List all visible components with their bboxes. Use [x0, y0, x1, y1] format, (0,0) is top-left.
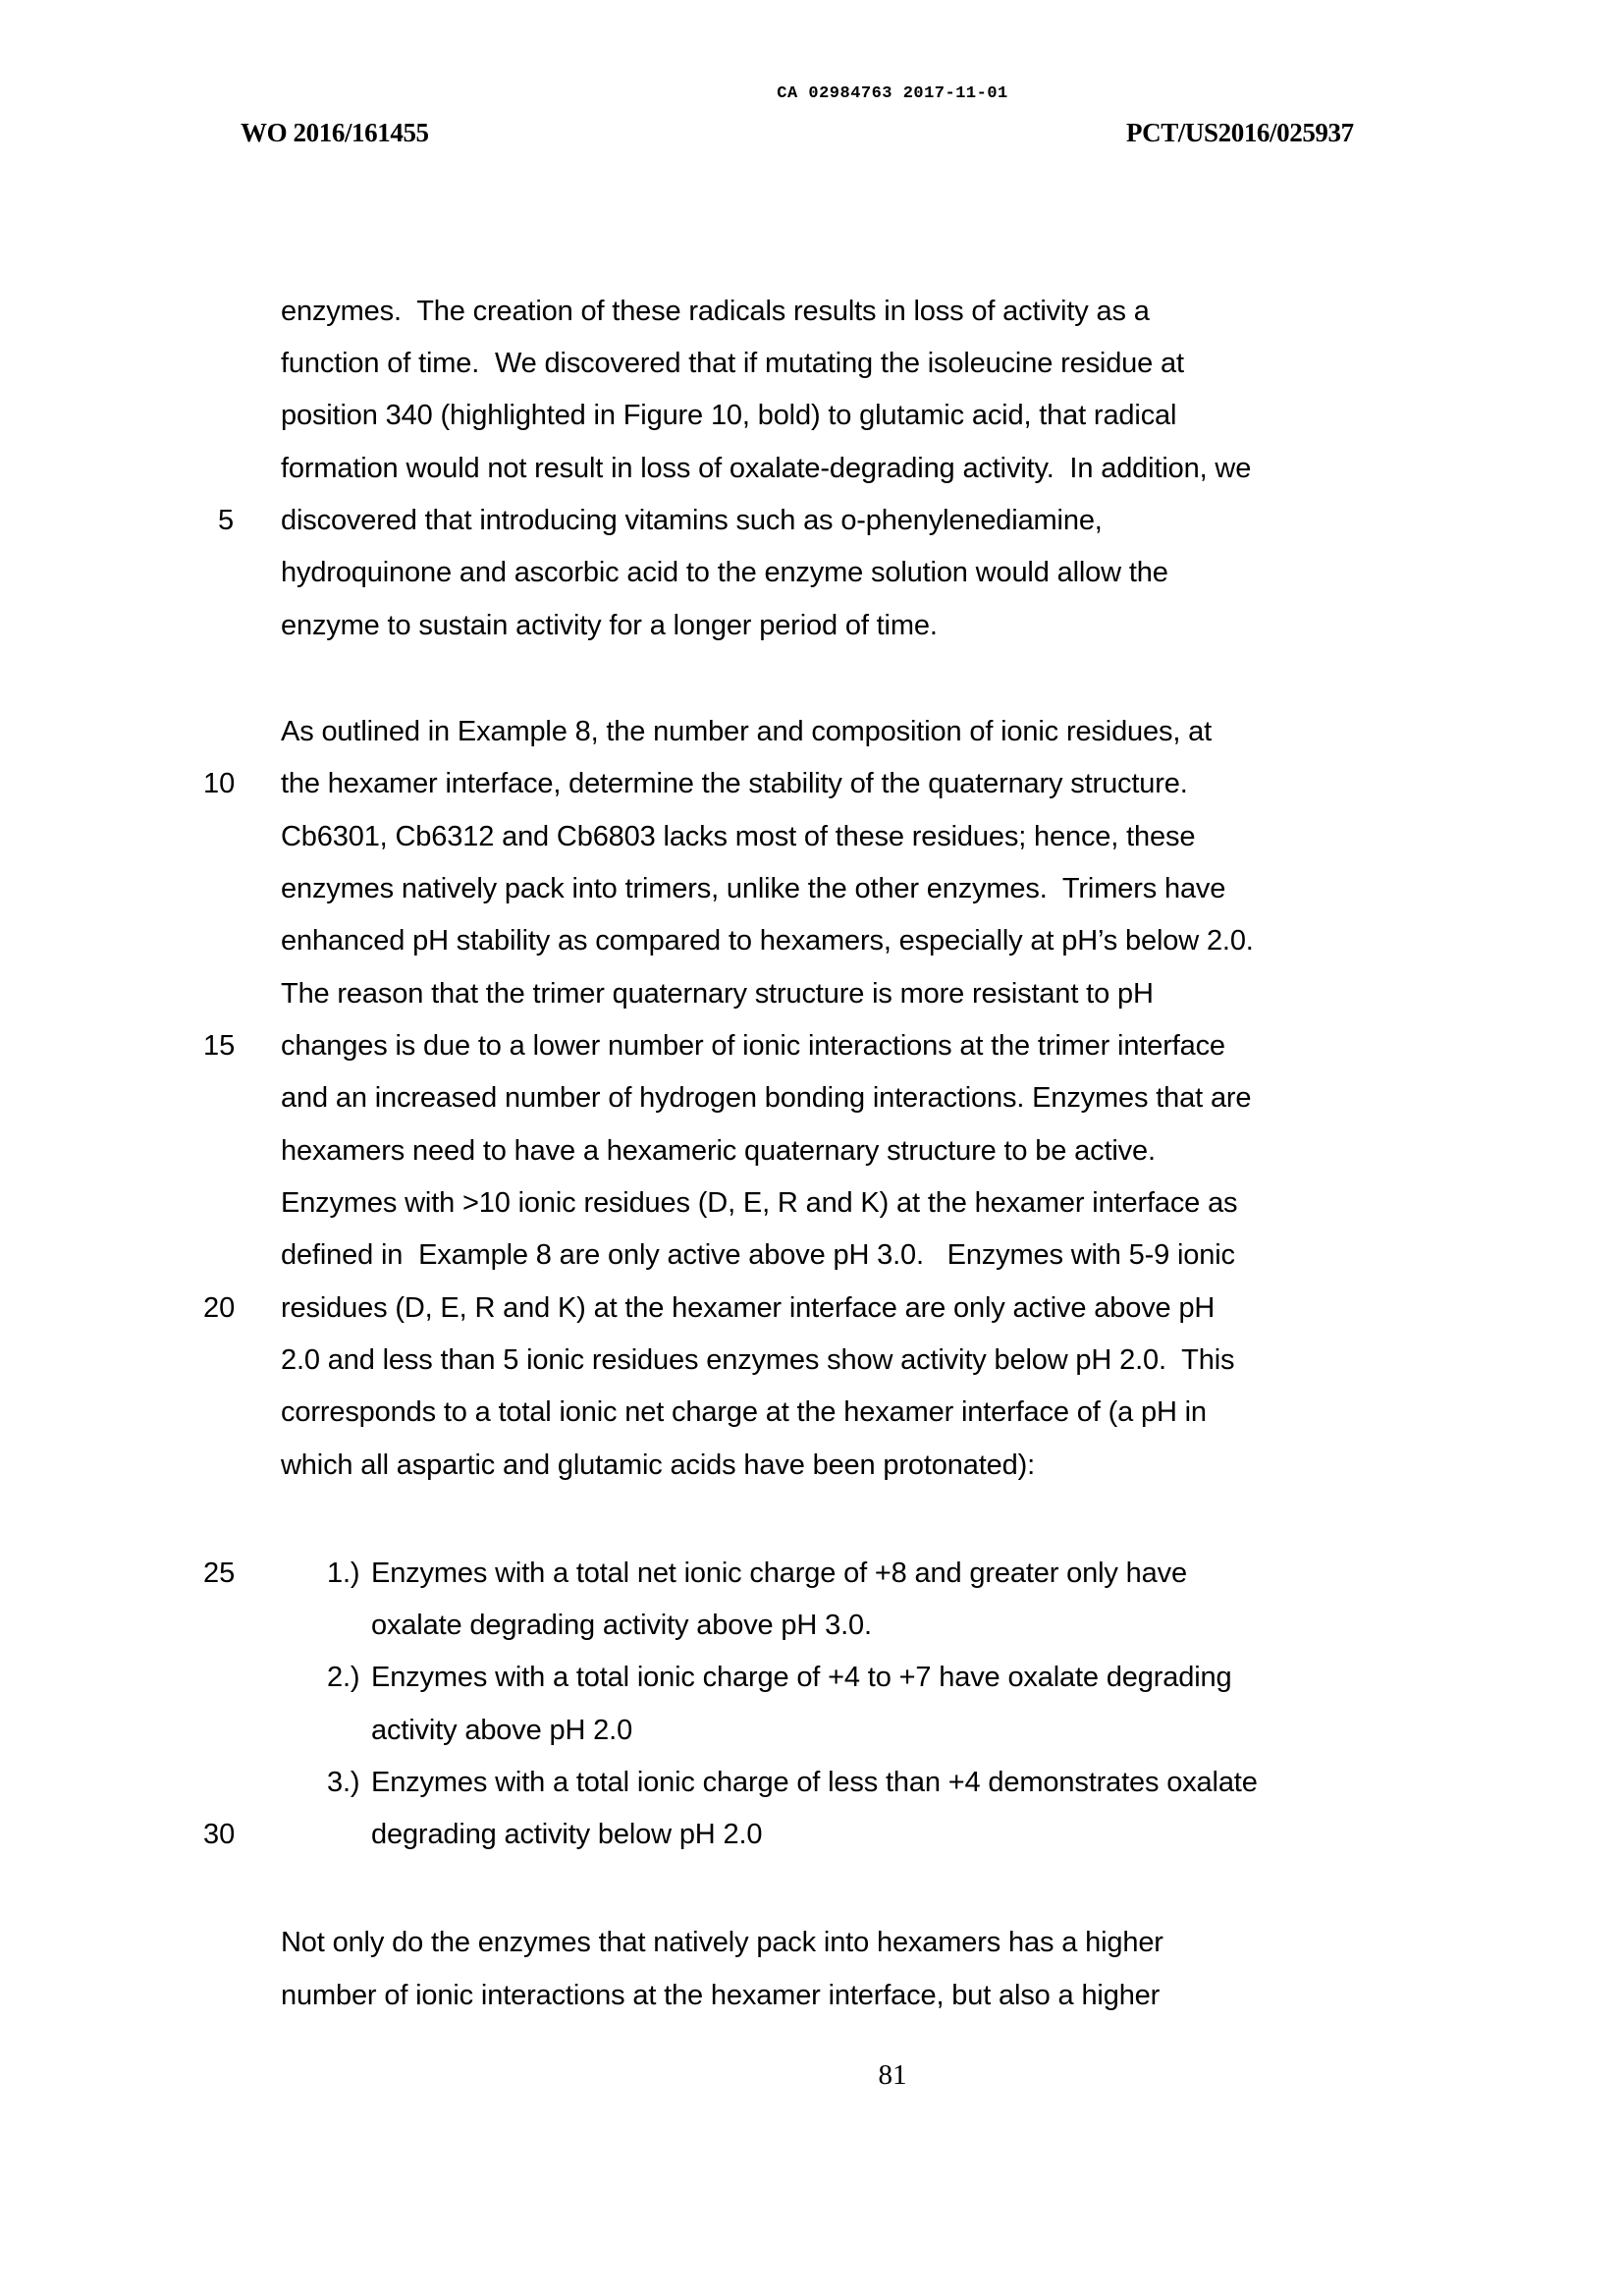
text-line: Not only do the enzymes that natively pack into hexamers has a higher: [281, 1927, 1163, 1958]
text-line: which all aspartic and glutamic acids have been protonated):: [281, 1449, 1036, 1481]
text-line: The reason that the trimer quaternary structure is more resistant to pH: [281, 978, 1154, 1010]
text-line: defined in Example 8 are only active above pH 3.0. Enzymes with 5-9 ionic: [281, 1239, 1235, 1271]
text-line: the hexamer interface, determine the stability of the quaternary structure.: [281, 768, 1188, 799]
text-line: position 340 (highlighted in Figure 10, bold) to glutamic acid, that radical: [281, 400, 1177, 431]
text-line: corresponds to a total ionic net charge at the hexamer interface of (a pH in: [281, 1396, 1207, 1428]
text-line: enzyme to sustain activity for a longer period of time.: [281, 610, 938, 641]
text-line: hydroquinone and ascorbic acid to the enzyme solution would allow the: [281, 557, 1168, 588]
list-marker: 1.): [327, 1558, 360, 1589]
text-line: formation would not result in loss of oxalate-degrading activity. In addition, we: [281, 453, 1252, 484]
text-line: discovered that introducing vitamins such as o-phenylenediamine,: [281, 505, 1103, 536]
text-line: function of time. We discovered that if mutating the isoleucine residue at: [281, 348, 1184, 379]
line-number: 25: [203, 1558, 236, 1589]
text-line: changes is due to a lower number of ionic interactions at the trimer interface: [281, 1030, 1225, 1062]
line-number: 20: [203, 1292, 236, 1324]
text-line: As outlined in Example 8, the number and composition of ionic residues, at: [281, 716, 1213, 747]
text-line: 2.0 and less than 5 ionic residues enzymes show activity below pH 2.0. This: [281, 1344, 1235, 1376]
text-line: enhanced pH stability as compared to hexamers, especially at pH’s below 2.0.: [281, 925, 1254, 957]
application-number: PCT/US2016/025937: [1126, 118, 1354, 147]
text-line: Enzymes with a total net ionic charge of +8 and greater only have: [371, 1558, 1187, 1589]
text-line: degrading activity below pH 2.0: [371, 1819, 763, 1850]
text-line: residues (D, E, R and K) at the hexamer interface are only active above pH: [281, 1292, 1216, 1324]
page-number: 81: [878, 2059, 907, 2091]
text-line: Cb6301, Cb6312 and Cb6803 lacks most of these residues; hence, these: [281, 821, 1196, 852]
list-marker: 3.): [327, 1767, 360, 1798]
text-line: hexamers need to have a hexameric quaternary structure to be active.: [281, 1135, 1156, 1167]
line-number: 30: [203, 1819, 236, 1850]
document-stamp: CA 02984763 2017-11-01: [777, 84, 1008, 103]
text-line: Enzymes with >10 ionic residues (D, E, R and K) at the hexamer interface as: [281, 1187, 1238, 1219]
text-line: activity above pH 2.0: [371, 1715, 633, 1746]
text-line: enzymes. The creation of these radicals results in loss of activity as a: [281, 296, 1150, 327]
text-line: Enzymes with a total ionic charge of +4 to +7 have oxalate degrading: [371, 1662, 1232, 1693]
text-line: enzymes natively pack into trimers, unlike the other enzymes. Trimers have: [281, 873, 1226, 904]
text-line: number of ionic interactions at the hexamer interface, but also a higher: [281, 1980, 1161, 2011]
list-marker: 2.): [327, 1662, 360, 1693]
line-number: 15: [203, 1030, 236, 1062]
publication-number: WO 2016/161455: [241, 118, 429, 147]
text-line: oxalate degrading activity above pH 3.0.: [371, 1610, 872, 1641]
text-line: Enzymes with a total ionic charge of less than +4 demonstrates oxalate: [371, 1767, 1258, 1798]
text-line: and an increased number of hydrogen bonding interactions. Enzymes that are: [281, 1082, 1252, 1114]
line-number: 5: [218, 505, 235, 536]
line-number: 10: [203, 768, 236, 799]
